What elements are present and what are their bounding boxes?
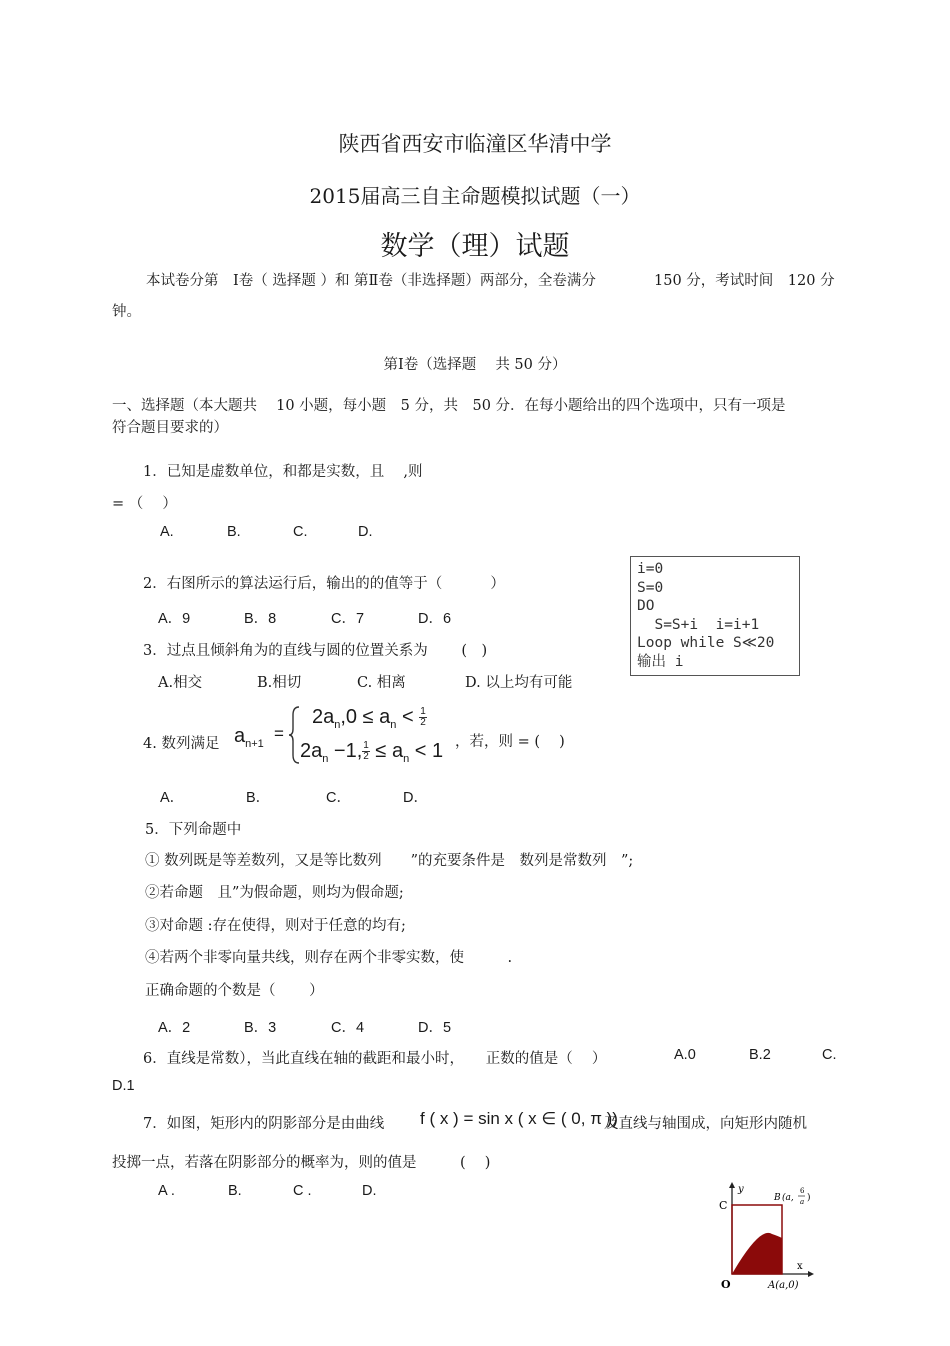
q2-option-b: B．8	[244, 611, 277, 627]
point-b-num: 6	[800, 1187, 805, 1195]
frac-num: 1	[420, 706, 426, 718]
q4-lhs-sub: n+1	[245, 738, 264, 750]
q1-cont: = （ ）	[112, 496, 177, 512]
point-b-den: a	[800, 1198, 805, 1206]
q5-option-a: A．2	[158, 1020, 191, 1036]
q4-case-2	[300, 740, 443, 765]
section1-line-1: 一、选择题（本大题共 10 小题，每小题 5 分，共 50 分．在每小题给出的四个选项中，只有一项是	[112, 398, 786, 414]
q5-item-4: ④若两个非零向量共线，则存在两个非零实数，使 .	[145, 950, 513, 966]
q4-option-d: D．	[403, 790, 428, 806]
q5-option-b: B．3	[244, 1020, 277, 1036]
q5-item-1: ① 数列既是等差数列，又是等比数列 ”的充要条件是 数列是常数列 ”;	[145, 853, 634, 869]
q6-option-a: A.0	[674, 1047, 696, 1063]
q4-case2-c: ≤ a	[369, 740, 404, 762]
q5-item-2: ②若命题 且”为假命题，则均为假命题;	[145, 885, 404, 901]
q1-option-b: B.	[227, 524, 241, 540]
q4-case1-b: ,0 ≤ a	[340, 706, 391, 728]
q5-option-d: D．5	[418, 1020, 452, 1036]
q4-option-a: A．	[160, 790, 185, 806]
q4-option-b: B．	[246, 790, 271, 806]
q7-option-b: B.	[228, 1183, 242, 1199]
intro-line-1b: 150 分，考试时间 120 分	[654, 273, 835, 289]
q4-tail: ，若，则 = ( )	[455, 734, 565, 750]
intro-line-1a: 本试卷分第 Ⅰ卷（ 选择题 ）和 第Ⅱ卷（非选择题）两部分，全卷满分	[146, 273, 596, 289]
q2-option-a: A．9	[158, 611, 191, 627]
q4-half-fraction	[362, 741, 370, 762]
q6-stem: 6．直线是常数），当此直线在轴的截距和最小时， 正数的值是（ ）	[143, 1051, 607, 1067]
q6-option-c: C.	[822, 1047, 837, 1063]
q2-option-c: C．7	[331, 611, 365, 627]
q1-option-a: A.	[160, 524, 174, 540]
q5-ask: 正确命题的个数是（ ）	[145, 983, 324, 999]
q4-sub: n	[334, 719, 341, 731]
q1-stem: 1．已知是虚数单位，和都是实数，且 ,则	[143, 464, 423, 480]
point-b-coord-a: a,	[785, 1193, 794, 1203]
q1-option-d: D.	[358, 524, 373, 540]
q7-option-a: A .	[158, 1183, 175, 1199]
q4-sub: n	[403, 753, 410, 765]
q2-stem: 2．右图所示的算法运行后，输出的的值等于（ ）	[143, 576, 505, 592]
point-b-close: )	[807, 1193, 811, 1203]
section1-line-2: 符合题目要求的）	[112, 420, 228, 436]
q4-sub: n	[390, 719, 397, 731]
q7-option-c: C .	[293, 1183, 312, 1199]
origin-label: O	[721, 1278, 731, 1291]
q1-option-c: C.	[293, 524, 308, 540]
q4-case2-a: 2a	[300, 740, 323, 762]
point-b-label: B	[774, 1193, 781, 1203]
q7-option-d: D.	[362, 1183, 377, 1199]
q4-option-c: C．	[326, 790, 351, 806]
q3-option-b: B.相切	[257, 675, 302, 691]
q4-case2-d: < 1	[409, 740, 444, 762]
q7-stem-b: 及直线与轴围成，向矩形内随机	[604, 1116, 807, 1132]
algorithm-code-box	[630, 556, 800, 676]
q6-option-b: B.2	[749, 1047, 771, 1063]
q4-lhs	[234, 725, 264, 750]
q7-stem-a: 7．如图，矩形内的阴影部分是由曲线	[143, 1116, 385, 1132]
q4-case-1	[312, 706, 427, 731]
x-axis-label: x	[797, 1261, 803, 1272]
q4-case1-c: <	[396, 706, 414, 728]
q4-case2-b: −1,	[328, 740, 363, 762]
q4-brace-icon	[287, 705, 301, 765]
code-line: S=0	[637, 579, 664, 596]
subject-title: 数学（理）试题	[380, 231, 570, 262]
code-line: i=0	[637, 561, 664, 577]
code-line: DO	[637, 598, 655, 614]
intro-line-2: 钟。	[112, 304, 141, 320]
exam-title: 2015届高三自主命题模拟试题（一）	[309, 184, 641, 208]
q4-eq: =	[274, 724, 284, 743]
q3-option-c: C. 相离	[357, 675, 406, 691]
frac-den: 2	[363, 751, 369, 763]
q3-option-a: A.相交	[158, 675, 203, 691]
q4-case1-a: 2a	[312, 706, 335, 728]
q7-figure	[712, 1178, 818, 1296]
code-line: S=S+i i=i+1	[637, 616, 760, 633]
q6-option-d: D.1	[112, 1078, 135, 1094]
school-name: 陕西省西安市临潼区华清中学	[338, 132, 612, 156]
q3-stem: 3．过点且倾斜角为的直线与圆的位置关系为 ( )	[143, 643, 488, 659]
q4-half-fraction	[419, 707, 427, 728]
q4-lhs-a: a	[234, 725, 246, 747]
q4-stem: 4. 数列满足	[143, 736, 220, 752]
point-c-label: C	[719, 1199, 728, 1212]
y-axis-label: y	[738, 1184, 744, 1195]
code-line: 输出 i	[637, 653, 684, 670]
q5-stem: 5．下列命题中	[145, 822, 242, 838]
frac-den: 2	[420, 717, 426, 729]
q5-option-c: C．4	[331, 1020, 365, 1036]
point-b-coord: (a,	[782, 1193, 794, 1203]
q4-sub: n	[322, 753, 329, 765]
shaded-region	[732, 1233, 782, 1274]
q3-option-d: D. 以上均有可能	[465, 675, 573, 691]
q7-line-2: 投掷一点，若落在阴影部分的概率为，则的值是 ( )	[112, 1155, 491, 1171]
q7-formula: f ( x ) = sin x ( x ∈ ( 0, π ))	[420, 1109, 618, 1128]
q2-option-d: D．6	[418, 611, 452, 627]
frac-num: 1	[363, 740, 369, 752]
part1-title: 第Ⅰ卷（选择题 共 50 分）	[383, 357, 567, 373]
point-a-label: A(a,0)	[768, 1280, 799, 1291]
code-line: Loop while S≪20	[637, 635, 775, 651]
q5-item-3: ③对命题 :存在使得，则对于任意的均有;	[145, 918, 406, 934]
